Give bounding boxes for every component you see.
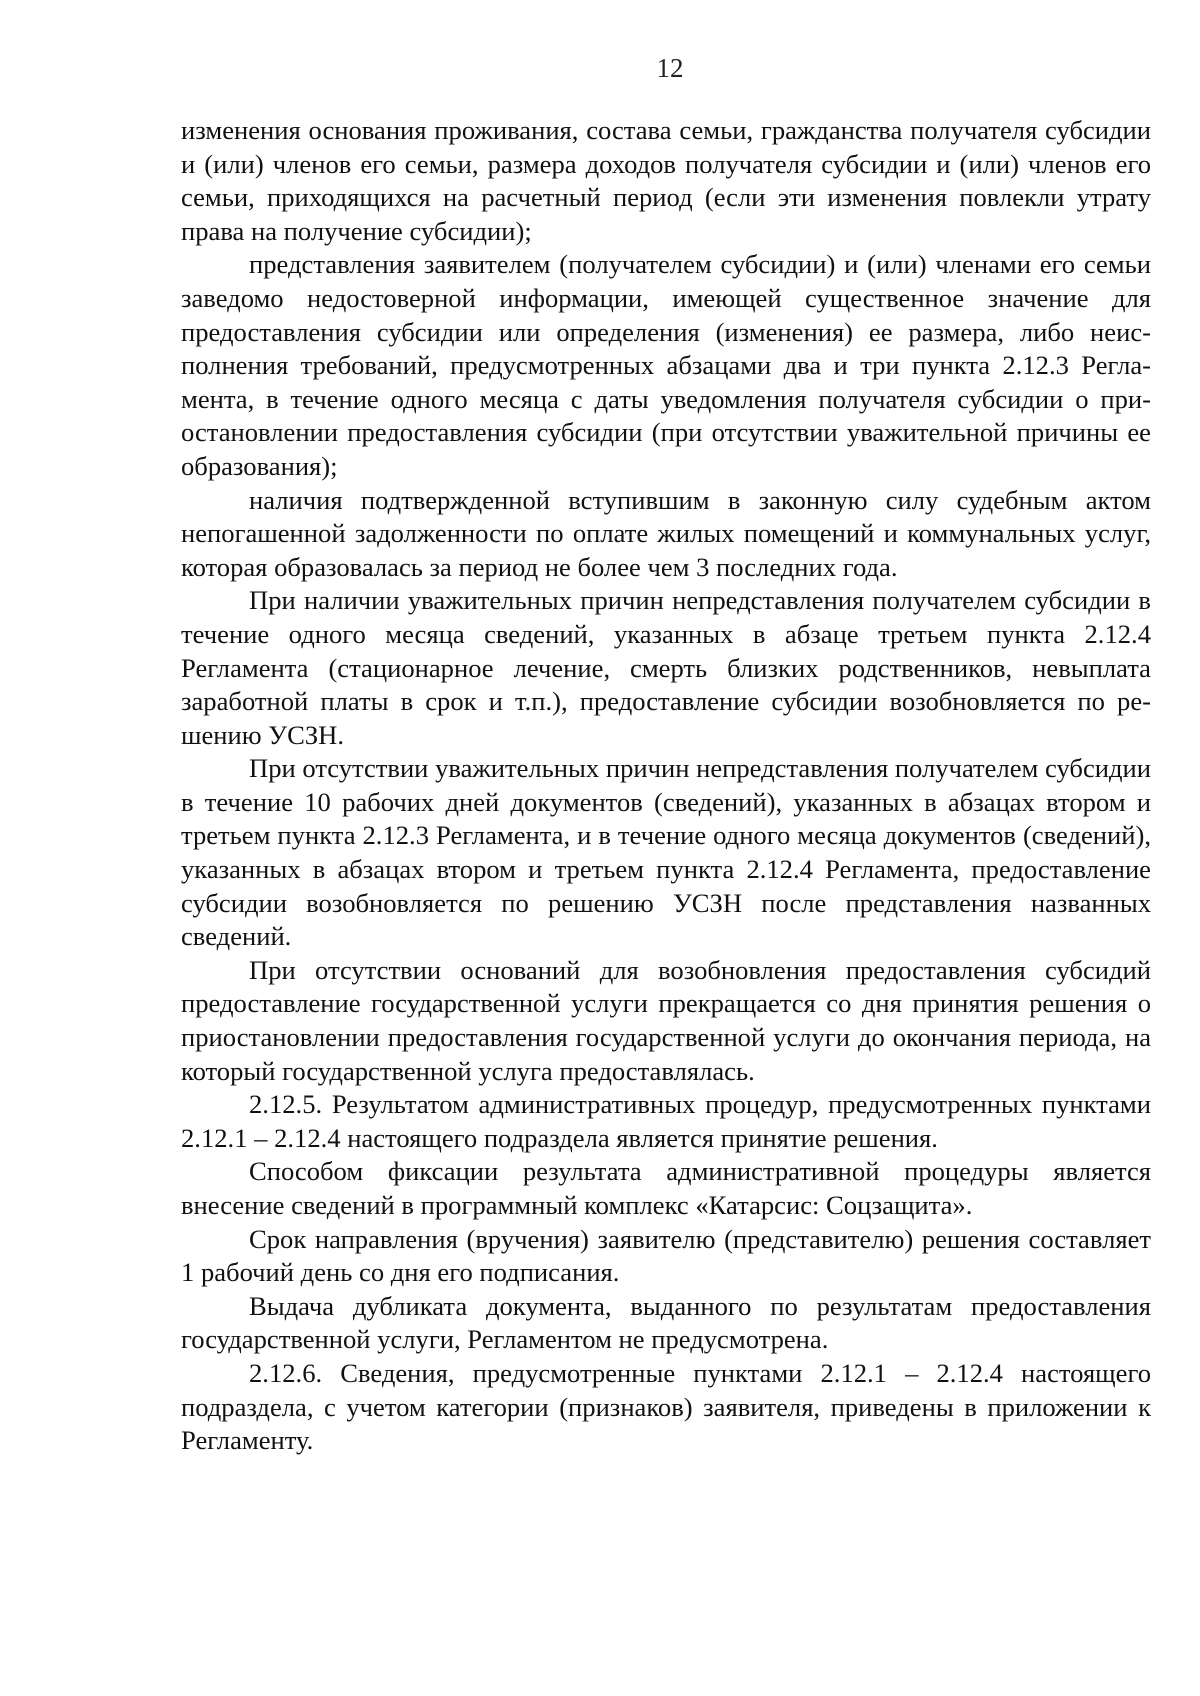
paragraph-suspension-reasons-continued: изменения основания проживания, состава семьи, гражданства получателя субсидии и (или) членов его семьи, размера доходов получателя субсидии и (или) членов его семьи, приходящихся на расчетный период (если эти изменения повлекли утрату права на получение субсидии);: [181, 115, 1151, 246]
paragraph-debt-court-act: наличия подтвержденной вступившим в законную силу судебным актом непогашенной задолженности по оплате жилых помещений и коммунальных услуг, которая образовалась за период не более чем 3 последних года.: [181, 484, 1151, 582]
paragraph-false-information: представления заявителем (получателем субсидии) и (или) членами его семьи заведомо недостоверной информации, имеющей существенное значение для предоставления субсидии или определения (изменения) ее размера, либо неисполнения требований, предусмотренных абзацами два и три пункта 2.12.3 Регламента, в течение одного месяца с даты уведомления получателя субсидии о приостановлении предоставления субсидии (при отсутствии уважительной причины ее образования);: [181, 249, 1151, 481]
document-body: [181, 114, 1151, 1458]
paragraph-2-12-5-result: 2.12.5. Результатом административных процедур, предусмотренных пунктами 2.12.1 – 2.12.4 настоящего подраздела является принятие решения.: [181, 1089, 1151, 1153]
page-number: 12: [656, 53, 684, 83]
paragraph-valid-reasons-resumption: При наличии уважительных причин непредставления получателем субсидии в течение одного месяца сведений, указанных в абзаце третьем пункта 2.12.4 Регламента (стационарное лечение, смерть близких родственников, невыплата заработной платы в срок и т.п.), предоставление субсидии возобновляется по решению УСЗН.: [181, 585, 1151, 750]
paragraph-delivery-term: Срок направления (вручения) заявителю (представителю) решения составляет 1 рабочий день со дня его подписания.: [181, 1223, 1151, 1288]
paragraph-fixation-method: Способом фиксации результата административной процедуры является внесение сведений в программный комплекс «Катарсис: Соцзащита».: [181, 1156, 1151, 1220]
paragraph-no-valid-reasons-resumption: При отсутствии уважительных причин непредставления получателем субсидии в течение 10 рабочих дней документов (сведений), указанных в абзацах втором и третьем пункта 2.12.3 Регламента, и в течение одного месяца документов (сведений), указанных в абзацах втором и третьем пункта 2.12.4 Регламента, предоставление субсидии возобновляется по решению УСЗН после представления названных сведений.: [181, 753, 1151, 952]
paragraph-termination: При отсутствии оснований для возобновления предоставления субсидий предоставление государственной услуги прекращается со дня принятия решения о приостановлении предоставления государственной услуги до окончания периода, на который государственной услуга предоставлялась.: [181, 954, 1151, 1086]
paragraph-duplicate: Выдача дубликата документа, выданного по результатам предоставления государственной услуги, Регламентом не предусмотрена.: [181, 1290, 1151, 1355]
paragraph-2-12-6-information: 2.12.6. Сведения, предусмотренные пунктами 2.12.1 – 2.12.4 настоящего подраздела, с учетом категории (признаков) заявителя, приведены в приложении к Регламенту.: [181, 1357, 1151, 1456]
